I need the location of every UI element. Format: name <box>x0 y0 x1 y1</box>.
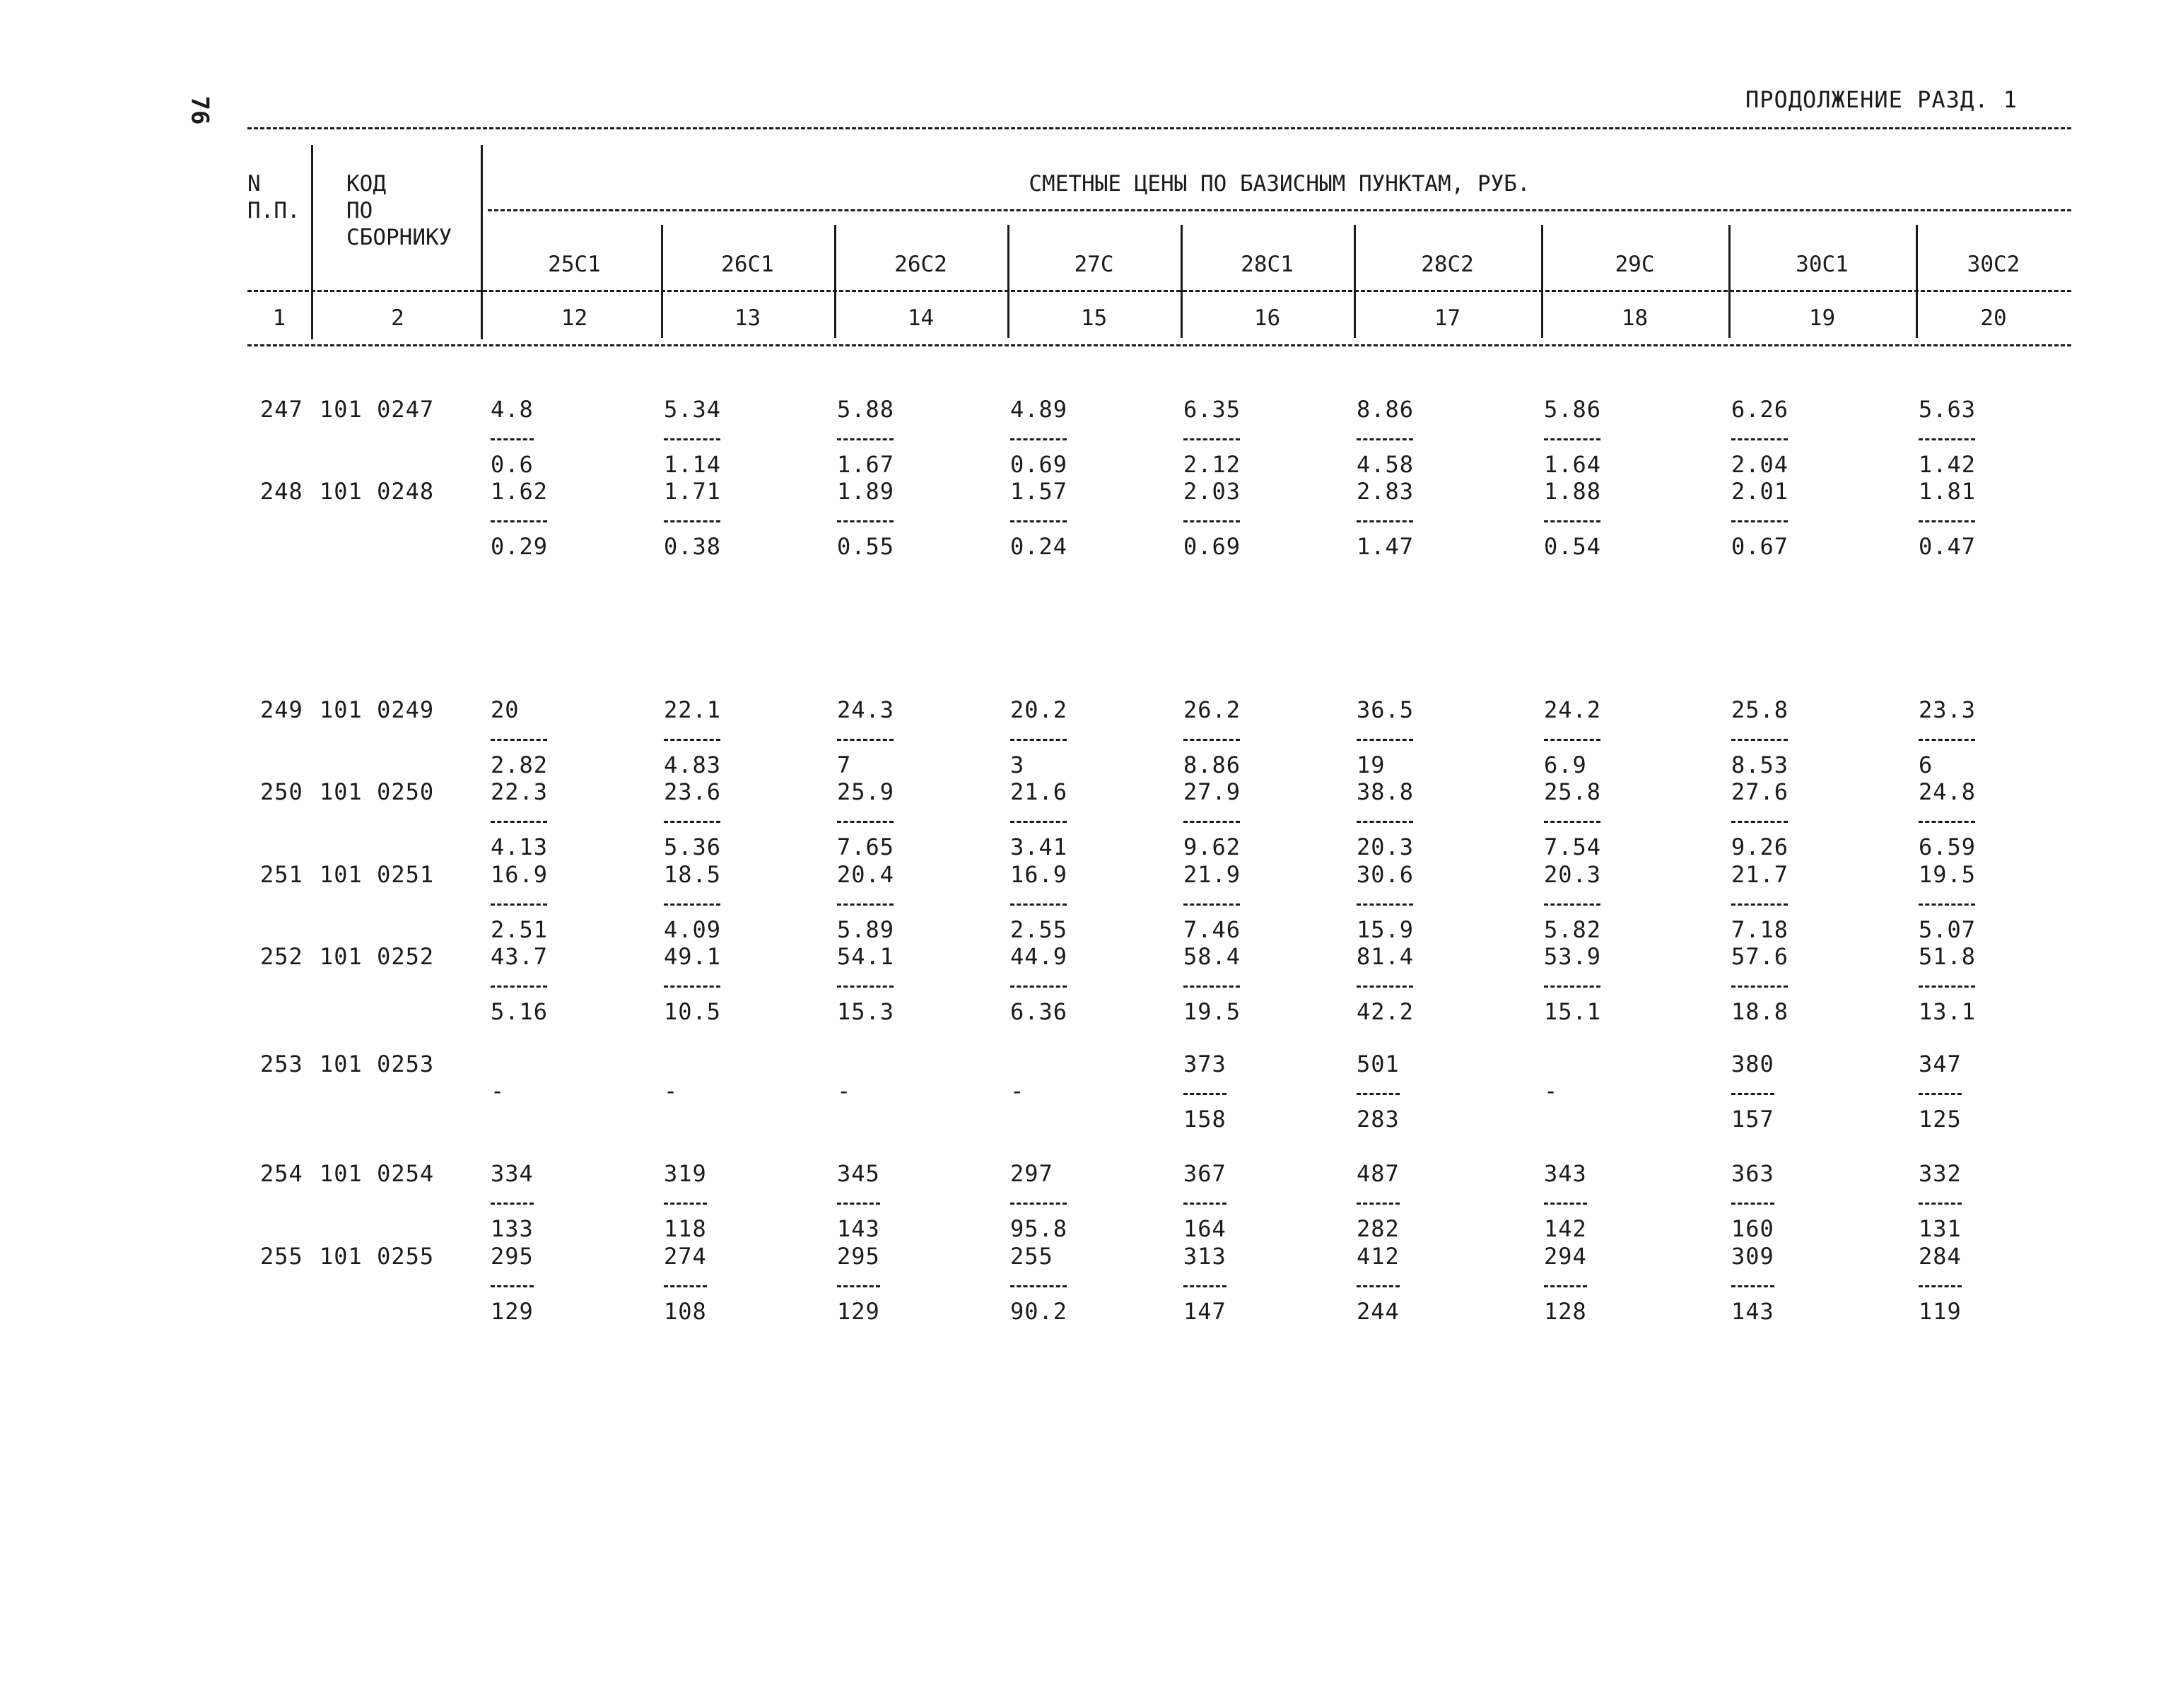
price-top: 294 <box>1544 1243 1587 1270</box>
price-top: 255 <box>1010 1243 1053 1270</box>
price-top: 24.3 <box>837 696 895 723</box>
fraction-bar <box>1731 1285 1774 1287</box>
fraction-bar <box>664 739 720 741</box>
price-bottom: 0.29 <box>491 533 549 560</box>
fraction-bar <box>1183 821 1240 823</box>
fraction-bar <box>1183 1203 1227 1205</box>
price-top: 20.4 <box>837 861 895 888</box>
price-bottom: 19.5 <box>1183 998 1241 1025</box>
fraction-bar <box>1731 438 1788 440</box>
price-top: 373 <box>1183 1051 1227 1077</box>
header-divider <box>481 145 483 272</box>
price-bottom: 7.46 <box>1183 916 1241 943</box>
row-code: 101 0249 <box>320 696 435 723</box>
price-top: 347 <box>1919 1051 1962 1077</box>
fraction-bar <box>1919 821 1975 823</box>
column-number: 2 <box>391 305 404 331</box>
price-top: 501 <box>1357 1051 1400 1077</box>
price-top: 309 <box>1731 1243 1774 1270</box>
price-bottom: 6.36 <box>1010 998 1068 1025</box>
price-bottom: 125 <box>1919 1106 1962 1133</box>
price-bottom: 157 <box>1731 1106 1774 1133</box>
header-point: 26С1 <box>721 252 774 277</box>
fraction-bar <box>664 1285 707 1287</box>
fraction-bar <box>1010 903 1067 906</box>
fraction-bar <box>1544 520 1600 522</box>
price-top: 284 <box>1919 1243 1962 1270</box>
price-top: 6.35 <box>1183 396 1241 423</box>
header-point: 28С1 <box>1241 252 1294 277</box>
row-number: 253 <box>260 1051 303 1077</box>
fraction-bar <box>837 438 894 440</box>
price-top: 5.34 <box>664 396 722 423</box>
price-bottom: 2.55 <box>1010 916 1068 943</box>
row-code: 101 0254 <box>320 1160 435 1187</box>
price-bottom: 0.67 <box>1731 533 1789 560</box>
column-number: 17 <box>1434 305 1461 331</box>
price-bottom: 1.64 <box>1544 451 1602 478</box>
price-top: 1.81 <box>1919 478 1977 505</box>
price-top: 5.63 <box>1919 396 1977 423</box>
fraction-bar <box>664 520 720 522</box>
price-bottom: 118 <box>664 1215 707 1242</box>
section-title: ПРОДОЛЖЕНИЕ РАЗД. 1 <box>1745 86 2018 113</box>
price-top: 22.3 <box>491 778 549 805</box>
row-number: 249 <box>260 696 303 723</box>
fraction-bar <box>491 438 534 440</box>
fraction-bar <box>1010 739 1067 741</box>
price-bottom: 13.1 <box>1919 998 1977 1025</box>
fraction-bar <box>1183 985 1240 988</box>
price-top: 295 <box>837 1243 880 1270</box>
price-top: 5.86 <box>1544 396 1602 423</box>
fraction-bar <box>664 1203 707 1205</box>
fraction-bar <box>491 1285 534 1287</box>
fraction-bar <box>664 985 720 988</box>
price-bottom: 7 <box>837 751 852 778</box>
header-subdivider <box>488 209 2071 211</box>
fraction-bar <box>1357 1093 1400 1095</box>
price-bottom: 2.12 <box>1183 451 1241 478</box>
fraction-bar <box>1731 1093 1774 1095</box>
price-top: 332 <box>1919 1160 1962 1187</box>
price-bottom: 4.13 <box>491 833 549 860</box>
price-top: 19.5 <box>1919 861 1977 888</box>
price-top: 22.1 <box>664 696 722 723</box>
price-top: 4.89 <box>1010 396 1068 423</box>
row-number: 255 <box>260 1243 303 1270</box>
fraction-bar <box>1919 1093 1962 1095</box>
price-top: 36.5 <box>1357 696 1415 723</box>
price-bottom: 9.26 <box>1731 833 1789 860</box>
fraction-bar <box>1183 903 1240 906</box>
price-top: 345 <box>837 1160 880 1187</box>
fraction-bar <box>491 1203 534 1205</box>
price-top: 1.89 <box>837 478 895 505</box>
price-empty: - <box>1544 1077 1559 1104</box>
price-top: 1.57 <box>1010 478 1068 505</box>
price-bottom: 5.36 <box>664 833 722 860</box>
price-bottom: 6.59 <box>1919 833 1977 860</box>
price-top: 21.7 <box>1731 861 1789 888</box>
price-top: 367 <box>1183 1160 1227 1187</box>
header-point: 26С2 <box>894 252 947 277</box>
price-bottom: 0.55 <box>837 533 895 560</box>
column-number: 19 <box>1808 305 1836 331</box>
price-top: 57.6 <box>1731 943 1789 970</box>
price-top: 363 <box>1731 1160 1774 1187</box>
price-bottom: 7.54 <box>1544 833 1602 860</box>
price-bottom: 282 <box>1357 1215 1400 1242</box>
price-top: 487 <box>1357 1160 1400 1187</box>
fraction-bar <box>1919 438 1975 440</box>
price-top: 6.26 <box>1731 396 1789 423</box>
price-bottom: 5.82 <box>1544 916 1602 943</box>
price-top: 81.4 <box>1357 943 1415 970</box>
price-bottom: 5.89 <box>837 916 895 943</box>
price-bottom: 158 <box>1183 1106 1227 1133</box>
price-bottom: 244 <box>1357 1298 1400 1325</box>
price-bottom: 90.2 <box>1010 1298 1068 1325</box>
price-top: 412 <box>1357 1243 1400 1270</box>
fraction-bar <box>1731 903 1788 906</box>
price-bottom: 0.69 <box>1010 451 1068 478</box>
row-code: 101 0250 <box>320 778 435 805</box>
price-bottom: 128 <box>1544 1298 1587 1325</box>
price-top: 27.6 <box>1731 778 1789 805</box>
fraction-bar <box>1010 520 1067 522</box>
price-bottom: 18.8 <box>1731 998 1789 1025</box>
price-bottom: 2.82 <box>491 751 549 778</box>
fraction-bar <box>1183 1285 1227 1287</box>
header-code-sbornik: СБОРНИКУ <box>346 225 452 250</box>
column-number: 20 <box>1980 305 2007 331</box>
price-bottom: 3.41 <box>1010 833 1068 860</box>
price-top: 30.6 <box>1357 861 1415 888</box>
price-bottom: 0.54 <box>1544 533 1602 560</box>
row-code: 101 0247 <box>320 396 435 423</box>
header-divider <box>481 272 483 339</box>
price-bottom: 42.2 <box>1357 998 1415 1025</box>
price-top: 4.8 <box>491 396 534 423</box>
price-empty: - <box>491 1077 505 1104</box>
fraction-bar <box>1183 520 1240 522</box>
header-bottom-border <box>247 344 2071 346</box>
price-top: 8.86 <box>1357 396 1415 423</box>
price-top: 295 <box>491 1243 534 1270</box>
column-number: 15 <box>1080 305 1108 331</box>
price-bottom: 108 <box>664 1298 707 1325</box>
fraction-bar <box>1010 438 1067 440</box>
price-bottom: 5.07 <box>1919 916 1977 943</box>
price-bottom: 129 <box>491 1298 534 1325</box>
fraction-bar <box>837 1285 880 1287</box>
price-top: 274 <box>664 1243 707 1270</box>
row-number: 252 <box>260 943 303 970</box>
fraction-bar <box>1919 739 1975 741</box>
header-n: N <box>247 171 261 197</box>
price-top: 343 <box>1544 1160 1587 1187</box>
header-point: 30С1 <box>1796 252 1849 277</box>
header-pp: П.П. <box>247 198 300 223</box>
row-number: 247 <box>260 396 303 423</box>
fraction-bar <box>491 739 547 741</box>
fraction-bar <box>837 739 894 741</box>
row-code: 101 0248 <box>320 478 435 505</box>
row-code: 101 0251 <box>320 861 435 888</box>
price-bottom: 1.42 <box>1919 451 1977 478</box>
price-bottom: 4.09 <box>664 916 722 943</box>
price-top: 24.8 <box>1919 778 1977 805</box>
fraction-bar <box>1544 1285 1587 1287</box>
page-number: 76 <box>185 95 214 125</box>
fraction-bar <box>837 821 894 823</box>
price-top: 25.8 <box>1544 778 1602 805</box>
price-bottom: 7.65 <box>837 833 895 860</box>
price-bottom: 0.24 <box>1010 533 1068 560</box>
price-top: 1.62 <box>491 478 549 505</box>
price-top: 2.01 <box>1731 478 1789 505</box>
fraction-bar <box>1731 1203 1774 1205</box>
price-top: 16.9 <box>1010 861 1068 888</box>
fraction-bar <box>491 520 547 522</box>
price-bottom: 15.3 <box>837 998 895 1025</box>
price-top: 53.9 <box>1544 943 1602 970</box>
price-top: 2.83 <box>1357 478 1415 505</box>
header-code-po: ПО <box>346 198 373 223</box>
price-top: 1.88 <box>1544 478 1602 505</box>
column-number: 16 <box>1253 305 1281 331</box>
fraction-bar <box>1544 1203 1587 1205</box>
price-bottom: 4.58 <box>1357 451 1415 478</box>
row-number: 250 <box>260 778 303 805</box>
fraction-bar <box>1919 520 1975 522</box>
fraction-bar <box>1731 821 1788 823</box>
price-top: 26.2 <box>1183 696 1241 723</box>
price-bottom: 143 <box>1731 1298 1774 1325</box>
fraction-bar <box>1731 739 1788 741</box>
header-code: КОД <box>346 171 386 197</box>
price-bottom: 0.47 <box>1919 533 1977 560</box>
fraction-bar <box>1010 821 1067 823</box>
row-code: 101 0253 <box>320 1051 435 1077</box>
price-top: 2.03 <box>1183 478 1241 505</box>
price-top: 5.88 <box>837 396 895 423</box>
fraction-bar <box>1544 438 1600 440</box>
price-bottom: 2.04 <box>1731 451 1789 478</box>
fraction-bar <box>837 520 894 522</box>
fraction-bar <box>837 903 894 906</box>
price-bottom: 142 <box>1544 1215 1587 1242</box>
price-top: 21.6 <box>1010 778 1068 805</box>
price-bottom: 10.5 <box>664 998 722 1025</box>
fraction-bar <box>1919 1285 1962 1287</box>
fraction-bar <box>1357 1203 1400 1205</box>
price-top: 21.9 <box>1183 861 1241 888</box>
column-number: 12 <box>561 305 588 331</box>
price-top: 27.9 <box>1183 778 1241 805</box>
price-bottom: 119 <box>1919 1298 1962 1325</box>
row-code: 101 0252 <box>320 943 435 970</box>
fraction-bar <box>1544 985 1600 988</box>
fraction-bar <box>1183 739 1240 741</box>
prices-title: СМЕТНЫЕ ЦЕНЫ ПО БАЗИСНЫМ ПУНКТАМ, РУБ. <box>1029 171 1530 197</box>
price-bottom: 5.16 <box>491 998 549 1025</box>
row-number: 254 <box>260 1160 303 1187</box>
price-bottom: 6.9 <box>1544 751 1587 778</box>
fraction-bar <box>491 985 547 988</box>
price-top: 1.71 <box>664 478 722 505</box>
fraction-bar <box>1357 438 1413 440</box>
fraction-bar <box>1357 903 1413 906</box>
price-bottom: 20.3 <box>1357 833 1415 860</box>
price-top: 58.4 <box>1183 943 1241 970</box>
price-top: 54.1 <box>837 943 895 970</box>
price-top: 25.8 <box>1731 696 1789 723</box>
price-bottom: 9.62 <box>1183 833 1241 860</box>
price-top: 319 <box>664 1160 707 1187</box>
price-top: 23.3 <box>1919 696 1977 723</box>
header-point: 25С1 <box>548 252 601 277</box>
price-bottom: 0.69 <box>1183 533 1241 560</box>
fraction-bar <box>664 438 720 440</box>
column-number: 13 <box>734 305 761 331</box>
fraction-bar <box>1010 985 1067 988</box>
price-top: 20.2 <box>1010 696 1068 723</box>
price-top: 16.9 <box>491 861 549 888</box>
price-top: 51.8 <box>1919 943 1977 970</box>
price-empty: - <box>1010 1077 1025 1104</box>
price-bottom: 164 <box>1183 1215 1227 1242</box>
price-bottom: 95.8 <box>1010 1215 1068 1242</box>
fraction-bar <box>1731 985 1788 988</box>
table-top-border <box>247 127 2071 129</box>
fraction-bar <box>1357 520 1413 522</box>
fraction-bar <box>1183 438 1240 440</box>
price-bottom: 8.53 <box>1731 751 1789 778</box>
price-bottom: 131 <box>1919 1215 1962 1242</box>
price-bottom: 7.18 <box>1731 916 1789 943</box>
price-bottom: 283 <box>1357 1106 1400 1133</box>
row-number: 248 <box>260 478 303 505</box>
header-divider-line <box>247 290 2071 292</box>
header-divider <box>311 145 313 272</box>
price-top: 334 <box>491 1160 534 1187</box>
price-bottom: 19 <box>1357 751 1386 778</box>
header-point: 29С <box>1615 252 1655 277</box>
price-bottom: 143 <box>837 1215 880 1242</box>
column-number: 18 <box>1621 305 1649 331</box>
price-top: 297 <box>1010 1160 1053 1187</box>
price-top: 20 <box>491 696 520 723</box>
price-empty: - <box>837 1077 852 1104</box>
price-top: 38.8 <box>1357 778 1415 805</box>
row-number: 251 <box>260 861 303 888</box>
fraction-bar <box>837 1203 880 1205</box>
price-empty: - <box>664 1077 679 1104</box>
row-code: 101 0255 <box>320 1243 435 1270</box>
price-bottom: 1.67 <box>837 451 895 478</box>
price-bottom: 0.6 <box>491 451 534 478</box>
price-bottom: 8.86 <box>1183 751 1241 778</box>
fraction-bar <box>1731 520 1788 522</box>
header-point: 30С2 <box>1967 252 2020 277</box>
price-top: 44.9 <box>1010 943 1068 970</box>
price-bottom: 129 <box>837 1298 880 1325</box>
column-number: 14 <box>907 305 935 331</box>
fraction-bar <box>1544 903 1600 906</box>
price-top: 20.3 <box>1544 861 1602 888</box>
price-bottom: 1.14 <box>664 451 722 478</box>
price-bottom: 15.1 <box>1544 998 1602 1025</box>
price-top: 49.1 <box>664 943 722 970</box>
fraction-bar <box>1919 903 1975 906</box>
fraction-bar <box>1544 821 1600 823</box>
price-bottom: 3 <box>1010 751 1025 778</box>
fraction-bar <box>491 903 547 906</box>
fraction-bar <box>1357 739 1413 741</box>
fraction-bar <box>1357 821 1413 823</box>
header-divider <box>311 272 313 339</box>
price-top: 24.2 <box>1544 696 1602 723</box>
fraction-bar <box>664 821 720 823</box>
fraction-bar <box>837 985 894 988</box>
price-bottom: 2.51 <box>491 916 549 943</box>
price-bottom: 4.83 <box>664 751 722 778</box>
price-bottom: 0.38 <box>664 533 722 560</box>
fraction-bar <box>1919 985 1975 988</box>
price-top: 313 <box>1183 1243 1227 1270</box>
header-point: 27С <box>1074 252 1114 277</box>
price-bottom: 1.47 <box>1357 533 1415 560</box>
fraction-bar <box>1357 985 1413 988</box>
price-bottom: 133 <box>491 1215 534 1242</box>
fraction-bar <box>1010 1203 1067 1205</box>
price-bottom: 147 <box>1183 1298 1227 1325</box>
fraction-bar <box>1544 739 1600 741</box>
price-top: 25.9 <box>837 778 895 805</box>
fraction-bar <box>664 903 720 906</box>
column-number: 1 <box>272 305 286 331</box>
price-bottom: 15.9 <box>1357 916 1415 943</box>
fraction-bar <box>1357 1285 1400 1287</box>
fraction-bar <box>1919 1203 1962 1205</box>
header-point: 28С2 <box>1421 252 1474 277</box>
price-top: 380 <box>1731 1051 1774 1077</box>
fraction-bar <box>1010 1285 1067 1287</box>
fraction-bar <box>491 821 547 823</box>
price-bottom: 6 <box>1919 751 1933 778</box>
fraction-bar <box>1183 1093 1227 1095</box>
price-top: 43.7 <box>491 943 549 970</box>
price-top: 23.6 <box>664 778 722 805</box>
price-top: 18.5 <box>664 861 722 888</box>
price-bottom: 160 <box>1731 1215 1774 1242</box>
